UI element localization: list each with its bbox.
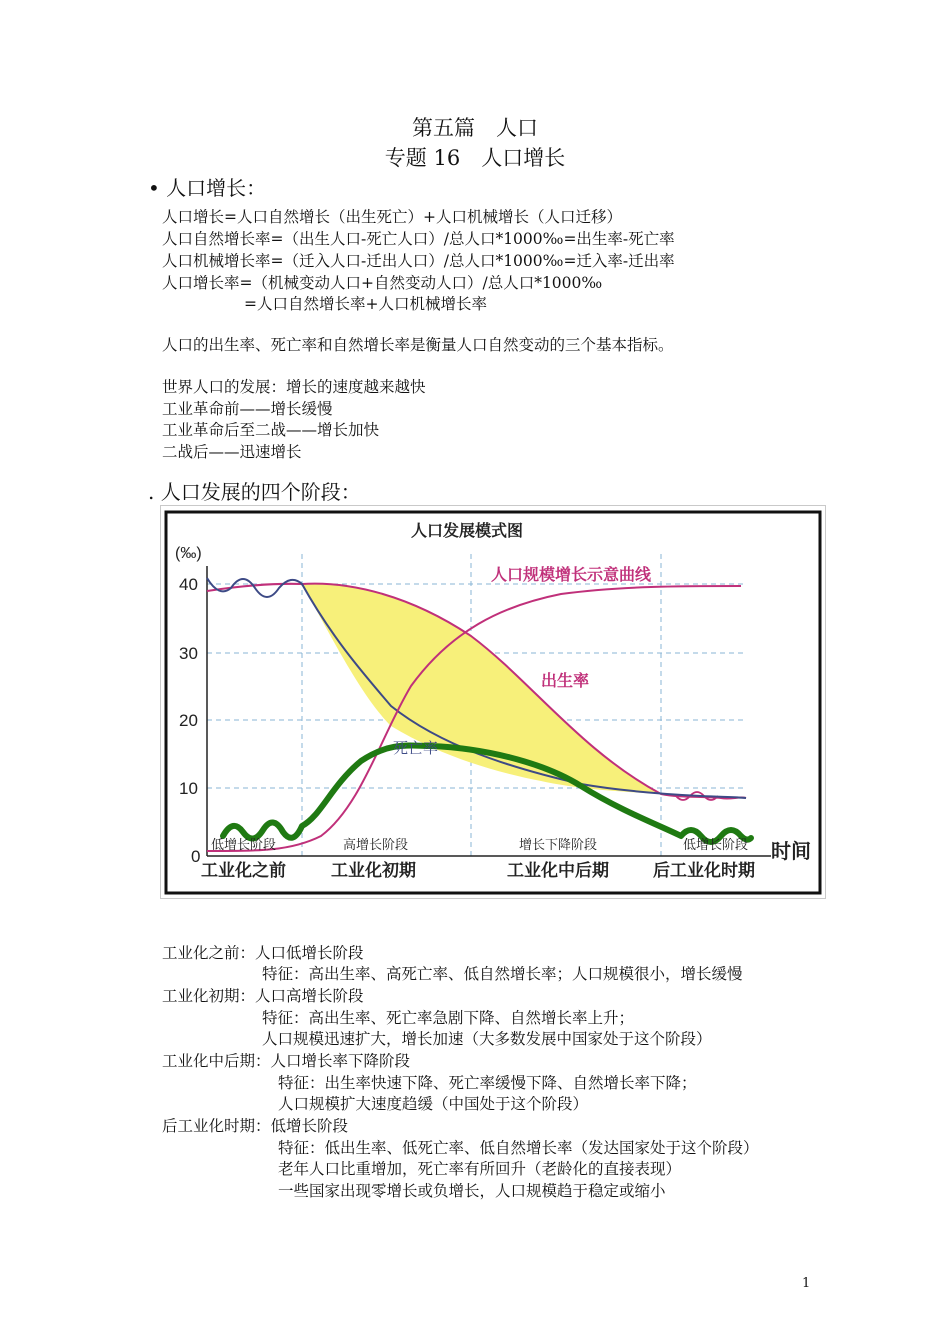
scale-curve-label: 人口规模增长示意曲线 bbox=[491, 567, 652, 584]
bullet-icon: . bbox=[148, 480, 161, 504]
period-label: 后工业化时期 bbox=[653, 861, 755, 880]
formula-line: 人口增长率=（机械变动人口+自然变动人口）/总人口*1000‰ bbox=[162, 274, 603, 292]
part-title: 第五篇 人口 bbox=[412, 116, 538, 140]
world-dev-line: 二战后——迅速增长 bbox=[162, 443, 302, 461]
y-unit-label: (‰) bbox=[175, 545, 202, 562]
stage-label: 高增长阶段 bbox=[343, 837, 409, 852]
stage-desc-line bbox=[162, 941, 364, 963]
stage-label: 低增长阶段 bbox=[211, 837, 277, 852]
topic-title: 专题 16 人口增长 bbox=[384, 146, 566, 170]
y-tick-label: 0 bbox=[191, 847, 201, 866]
stage-label: 低增长阶段 bbox=[683, 837, 749, 852]
world-dev-line: 工业革命前——增长缓慢 bbox=[162, 400, 333, 418]
world-dev-line: 工业革命后至二战——增长加快 bbox=[162, 421, 380, 439]
stage-desc-line: 人口规模扩大速度趋缓（中国处于这个阶段） bbox=[278, 1095, 589, 1113]
y-tick-label: 20 bbox=[179, 711, 198, 730]
section-heading-text: 人口增长： bbox=[166, 176, 267, 200]
stage-desc-label: 工业化初期： bbox=[162, 987, 256, 1005]
stage-desc-label: 后工业化时期： bbox=[162, 1117, 271, 1135]
stage-desc-value: 人口高增长阶段 bbox=[255, 987, 364, 1005]
section-heading-text: 人口发展的四个阶段： bbox=[160, 480, 361, 504]
y-tick-label: 40 bbox=[179, 575, 198, 594]
stage-desc-line: 老年人口比重增加，死亡率有所回升（老龄化的直接表现） bbox=[278, 1160, 682, 1178]
period-label: 工业化中后期 bbox=[507, 861, 609, 880]
stage-desc-line: 特征：出生率快速下降、死亡率缓慢下降、自然增长率下降； bbox=[278, 1074, 697, 1092]
stage-desc-label: 工业化之前： bbox=[162, 944, 256, 962]
y-tick-label: 30 bbox=[179, 644, 198, 663]
death-rate-label: 死亡率 bbox=[393, 740, 439, 757]
stage-desc-line: 人口规模迅速扩大，增长加速（大多数发展中国家处于这个阶段） bbox=[262, 1030, 712, 1048]
stage-desc-line: 特征：低出生率、低死亡率、低自然增长率（发达国家处于这个阶段） bbox=[278, 1139, 759, 1157]
stage-desc-value: 人口低增长阶段 bbox=[255, 944, 364, 962]
stage-desc-line: 特征：高出生率、高死亡率、低自然增长率；人口规模很小，增长缓慢 bbox=[262, 965, 743, 983]
formula-line: 人口机械增长率=（迁入人口-迁出人口）/总人口*1000‰=迁入率-迁出率 bbox=[162, 252, 675, 270]
stage-desc-line: 特征：高出生率、死亡率急剧下降、自然增长率上升； bbox=[262, 1009, 635, 1027]
stage-label: 增长下降阶段 bbox=[519, 837, 598, 852]
stage-desc-line: 一些国家出现零增长或负增长，人口规模趋于稳定或缩小 bbox=[278, 1182, 666, 1200]
bullet-icon: • bbox=[148, 176, 167, 200]
figure-frame bbox=[160, 505, 826, 899]
formula-line: =人口自然增长率+人口机械增长率 bbox=[244, 295, 487, 313]
page-number: 1 bbox=[802, 1276, 811, 1291]
stage-desc-line bbox=[162, 1114, 348, 1136]
birth-rate-label: 出生率 bbox=[541, 673, 590, 690]
indicator-note: 人口的出生率、死亡率和自然增长率是衡量人口自然变动的三个基本指标。 bbox=[162, 336, 674, 354]
world-dev-line: 世界人口的发展：增长的速度越来越快 bbox=[162, 378, 426, 396]
diagram-title: 人口发展模式图 bbox=[411, 523, 524, 540]
y-tick-label: 10 bbox=[179, 779, 198, 798]
stage-desc-value: 人口增长率下降阶段 bbox=[270, 1052, 411, 1070]
section-heading-stages bbox=[148, 476, 361, 505]
stage-desc-line bbox=[162, 984, 364, 1006]
x-axis-label: 时间 bbox=[771, 841, 811, 863]
period-label: 工业化之前 bbox=[201, 861, 286, 880]
formula-line: 人口自然增长率=（出生人口-死亡人口）/总人口*1000‰=出生率-死亡率 bbox=[162, 230, 675, 248]
period-label: 工业化初期 bbox=[331, 861, 416, 880]
formula-line: 人口增长=人口自然增长（出生死亡）+人口机械增长（人口迁移） bbox=[162, 208, 622, 226]
population-model-diagram bbox=[161, 506, 825, 898]
stage-desc-value: 低增长阶段 bbox=[270, 1117, 349, 1135]
stage-desc-label: 工业化中后期： bbox=[162, 1052, 271, 1070]
stage-desc-line bbox=[162, 1049, 410, 1071]
section-heading-growth bbox=[148, 172, 266, 201]
